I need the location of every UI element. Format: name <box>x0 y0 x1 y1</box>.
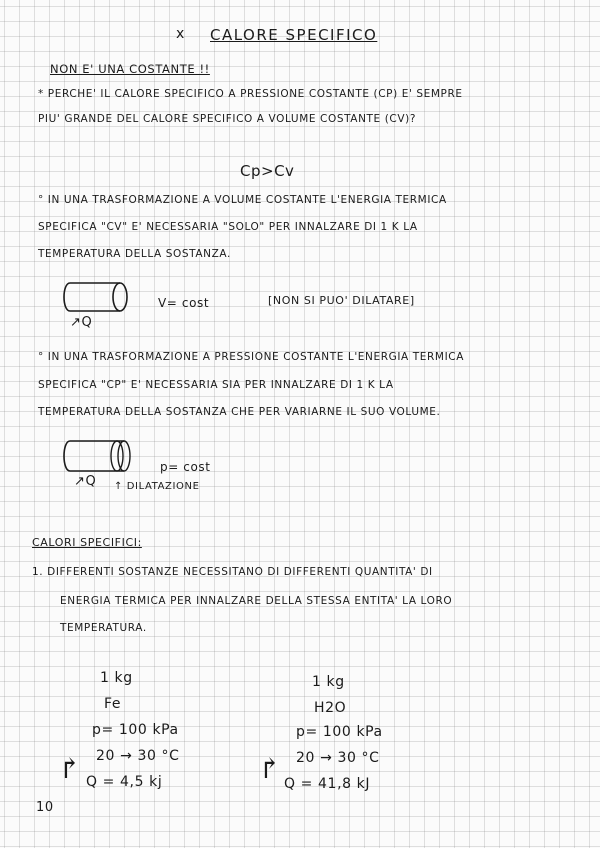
water-heat: Q = 41,8 kJ <box>284 776 371 792</box>
calori-item-1-line-2: ENERGIA TERMICA PER INNALZARE DELLA STESSA ENTITA' LA LORO <box>60 595 453 607</box>
volume-line-3: TEMPERATURA DELLA SOSTANZA. <box>38 248 231 260</box>
volume-constant-label: V= cost <box>158 296 210 310</box>
iron-pressure: p= 100 kPa <box>92 722 179 738</box>
heat-arrow-label-pressure: ↗Q <box>74 474 97 489</box>
water-mass: 1 kg <box>312 674 345 690</box>
iron-temperature-change: 20 → 30 °C <box>96 748 180 764</box>
iron-mass: 1 kg <box>100 670 133 686</box>
iron-symbol: Fe <box>104 696 122 712</box>
calori-item-1-line-1: 1. DIFFERENTI SOSTANZE NECESSITANO DI DIFFERENTI QUANTITA' DI <box>32 566 433 578</box>
rigid-cylinder-diagram <box>62 280 134 314</box>
calori-item-1-line-3: TEMPERATURA. <box>60 622 147 634</box>
header-mark: x <box>176 26 185 42</box>
volume-line-2: SPECIFICA "CV" E' NECESSARIA "SOLO" PER INNALZARE DI 1 K LA <box>38 221 418 233</box>
question-line-2: PIU' GRANDE DEL CALORE SPECIFICO A VOLUME COSTANTE (CV)? <box>38 113 416 125</box>
intro-heading: NON E' UNA COSTANTE !! <box>50 62 210 76</box>
expanding-cylinder-diagram <box>62 438 142 474</box>
page-title: CALORE SPECIFICO <box>210 26 378 44</box>
water-pressure: p= 100 kPa <box>296 724 383 740</box>
calori-heading: CALORI SPECIFICI: <box>32 536 142 549</box>
cp-cv-formula: Cp>Cv <box>240 162 295 180</box>
page-number: 10 <box>36 800 54 815</box>
question-line-1: * PERCHE' IL CALORE SPECIFICO A PRESSIONE COSTANTE (CP) E' SEMPRE <box>38 88 463 100</box>
pressure-constant-label: p= cost <box>160 460 211 474</box>
pressure-line-3: TEMPERATURA DELLA SOSTANZA CHE PER VARIARNE IL SUO VOLUME. <box>38 406 441 418</box>
volume-line-1: ° IN UNA TRASFORMAZIONE A VOLUME COSTANTE L'ENERGIA TERMICA <box>38 194 447 206</box>
water-temperature-change: 20 → 30 °C <box>296 750 380 766</box>
pressure-line-1: ° IN UNA TRASFORMAZIONE A PRESSIONE COSTANTE L'ENERGIA TERMICA <box>38 351 464 363</box>
dilation-label: ↑ DILATAZIONE <box>114 481 200 492</box>
iron-heat: Q = 4,5 kj <box>86 774 163 790</box>
water-heat-arrow: ↱ <box>258 752 282 785</box>
iron-heat-arrow: ↱ <box>58 752 82 785</box>
water-symbol: H2O <box>314 700 347 716</box>
no-expansion-note: [NON SI PUO' DILATARE] <box>268 294 415 307</box>
pressure-line-2: SPECIFICA "CP" E' NECESSARIA SIA PER INNALZARE DI 1 K LA <box>38 379 394 391</box>
heat-arrow-label-volume: ↗Q <box>70 315 93 330</box>
